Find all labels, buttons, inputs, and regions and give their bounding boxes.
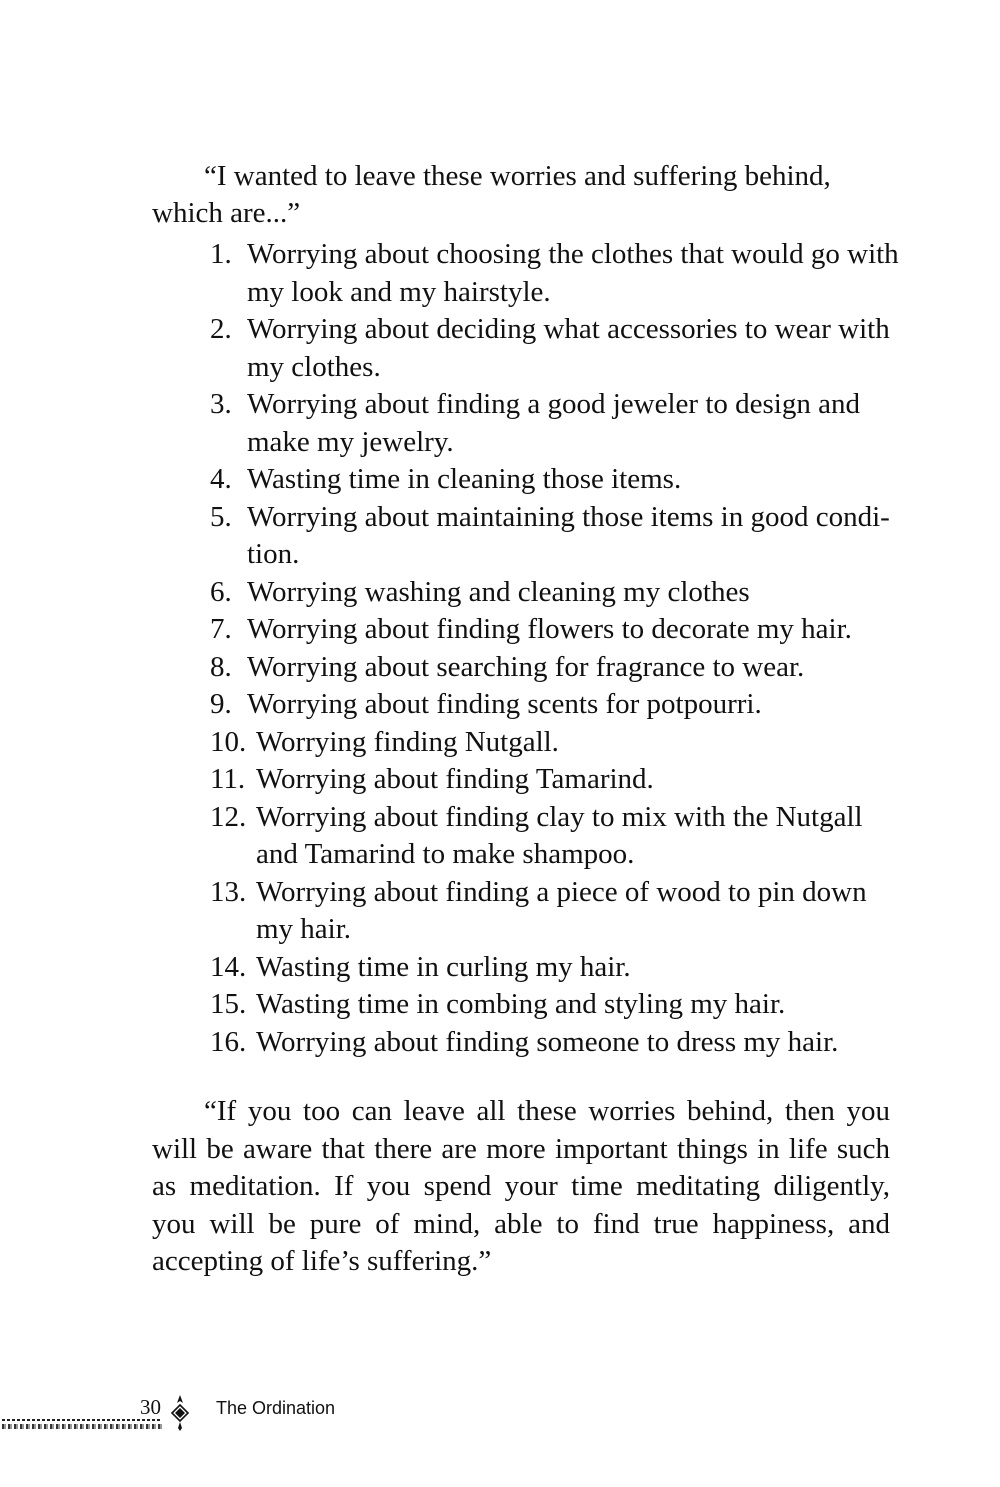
list-item <box>210 236 900 311</box>
list-item-text: Worrying about finding flowers to decorate my hair. <box>247 613 852 645</box>
list-item <box>210 311 900 386</box>
page-number: 30 <box>140 1395 161 1419</box>
worries-list <box>210 236 900 1061</box>
list-item-text: Worrying about finding clay to mix with the Nutgall and Tamarind to make shampoo. <box>256 800 863 870</box>
list-item-text: Wasting time in curling my hair. <box>256 950 631 983</box>
list-item-number: 3. <box>210 388 232 420</box>
list-item-number: 6. <box>210 575 232 608</box>
list-item-number: 7. <box>210 613 232 645</box>
list-item-text: Worrying washing and cleaning my clothes <box>247 575 750 608</box>
list-item <box>210 799 900 874</box>
list-item <box>210 611 900 649</box>
list-item <box>210 686 900 724</box>
list-item <box>210 874 900 949</box>
list-item-number: 16. <box>210 1025 247 1058</box>
list-item-text: Worrying about finding Tamarind. <box>256 763 654 795</box>
list-item <box>210 574 900 612</box>
list-item <box>210 949 900 987</box>
list-item-number: 14. <box>210 950 247 983</box>
list-item-text: Worrying about finding someone to dress my hair. <box>256 1025 839 1058</box>
list-item <box>210 724 900 762</box>
list-item-text: Wasting time in cleaning those items. <box>247 463 682 495</box>
list-item-number: 1. <box>210 238 232 270</box>
list-item-text: Worrying about choosing the clothes that would go with my look and my hairstyle. <box>247 238 899 308</box>
list-item-text: Worrying about searching for fragrance to wear. <box>247 650 805 683</box>
list-item-number: 4. <box>210 463 232 495</box>
running-title: The Ordination <box>216 1398 336 1418</box>
list-item-number: 13. <box>210 875 247 908</box>
list-item-number: 5. <box>210 500 232 533</box>
footer-rule <box>2 1419 162 1429</box>
list-item <box>210 1024 900 1062</box>
list-item-text: Worrying about finding a piece of wood to pin down my hair. <box>256 875 867 945</box>
intro-paragraph: “I wanted to leave these worries and suffering behind, which are...” <box>152 160 831 229</box>
list-item-text: Worrying about finding scents for potpourri. <box>247 688 762 720</box>
list-item-number: 10. <box>210 725 247 758</box>
list-item <box>210 386 900 461</box>
list-item-text: Worrying about finding a good jeweler to design and make my jewelry. <box>247 388 860 458</box>
list-item-number: 9. <box>210 688 232 720</box>
lotus-ornament-icon <box>170 1393 190 1433</box>
list-item-text: Wasting time in combing and styling my hair. <box>256 988 786 1020</box>
list-item <box>210 461 900 499</box>
list-item-text: Worrying about deciding what accessories to wear with my clothes. <box>247 313 890 383</box>
list-item-number: 15. <box>210 988 247 1020</box>
list-item-number: 11. <box>210 763 246 795</box>
list-item <box>210 649 900 687</box>
list-item-text: Worrying about maintaining those items in good condi-tion. <box>247 500 890 570</box>
list-item <box>210 761 900 799</box>
list-item-number: 12. <box>210 800 247 833</box>
page-footer <box>0 1385 1000 1435</box>
list-item-text: Worrying finding Nutgall. <box>256 725 559 758</box>
list-item-number: 8. <box>210 650 232 683</box>
list-item-number: 2. <box>210 313 232 345</box>
closing-paragraph: “If you too can leave all these worries behind, then you will be aware that there are more important things in life such as meditation. If you spend your time meditating diligently, you will be pure of mind, able to find true happiness, and accepting of life’s suffering.” <box>152 1095 890 1277</box>
list-item <box>210 499 900 574</box>
list-item <box>210 986 900 1024</box>
